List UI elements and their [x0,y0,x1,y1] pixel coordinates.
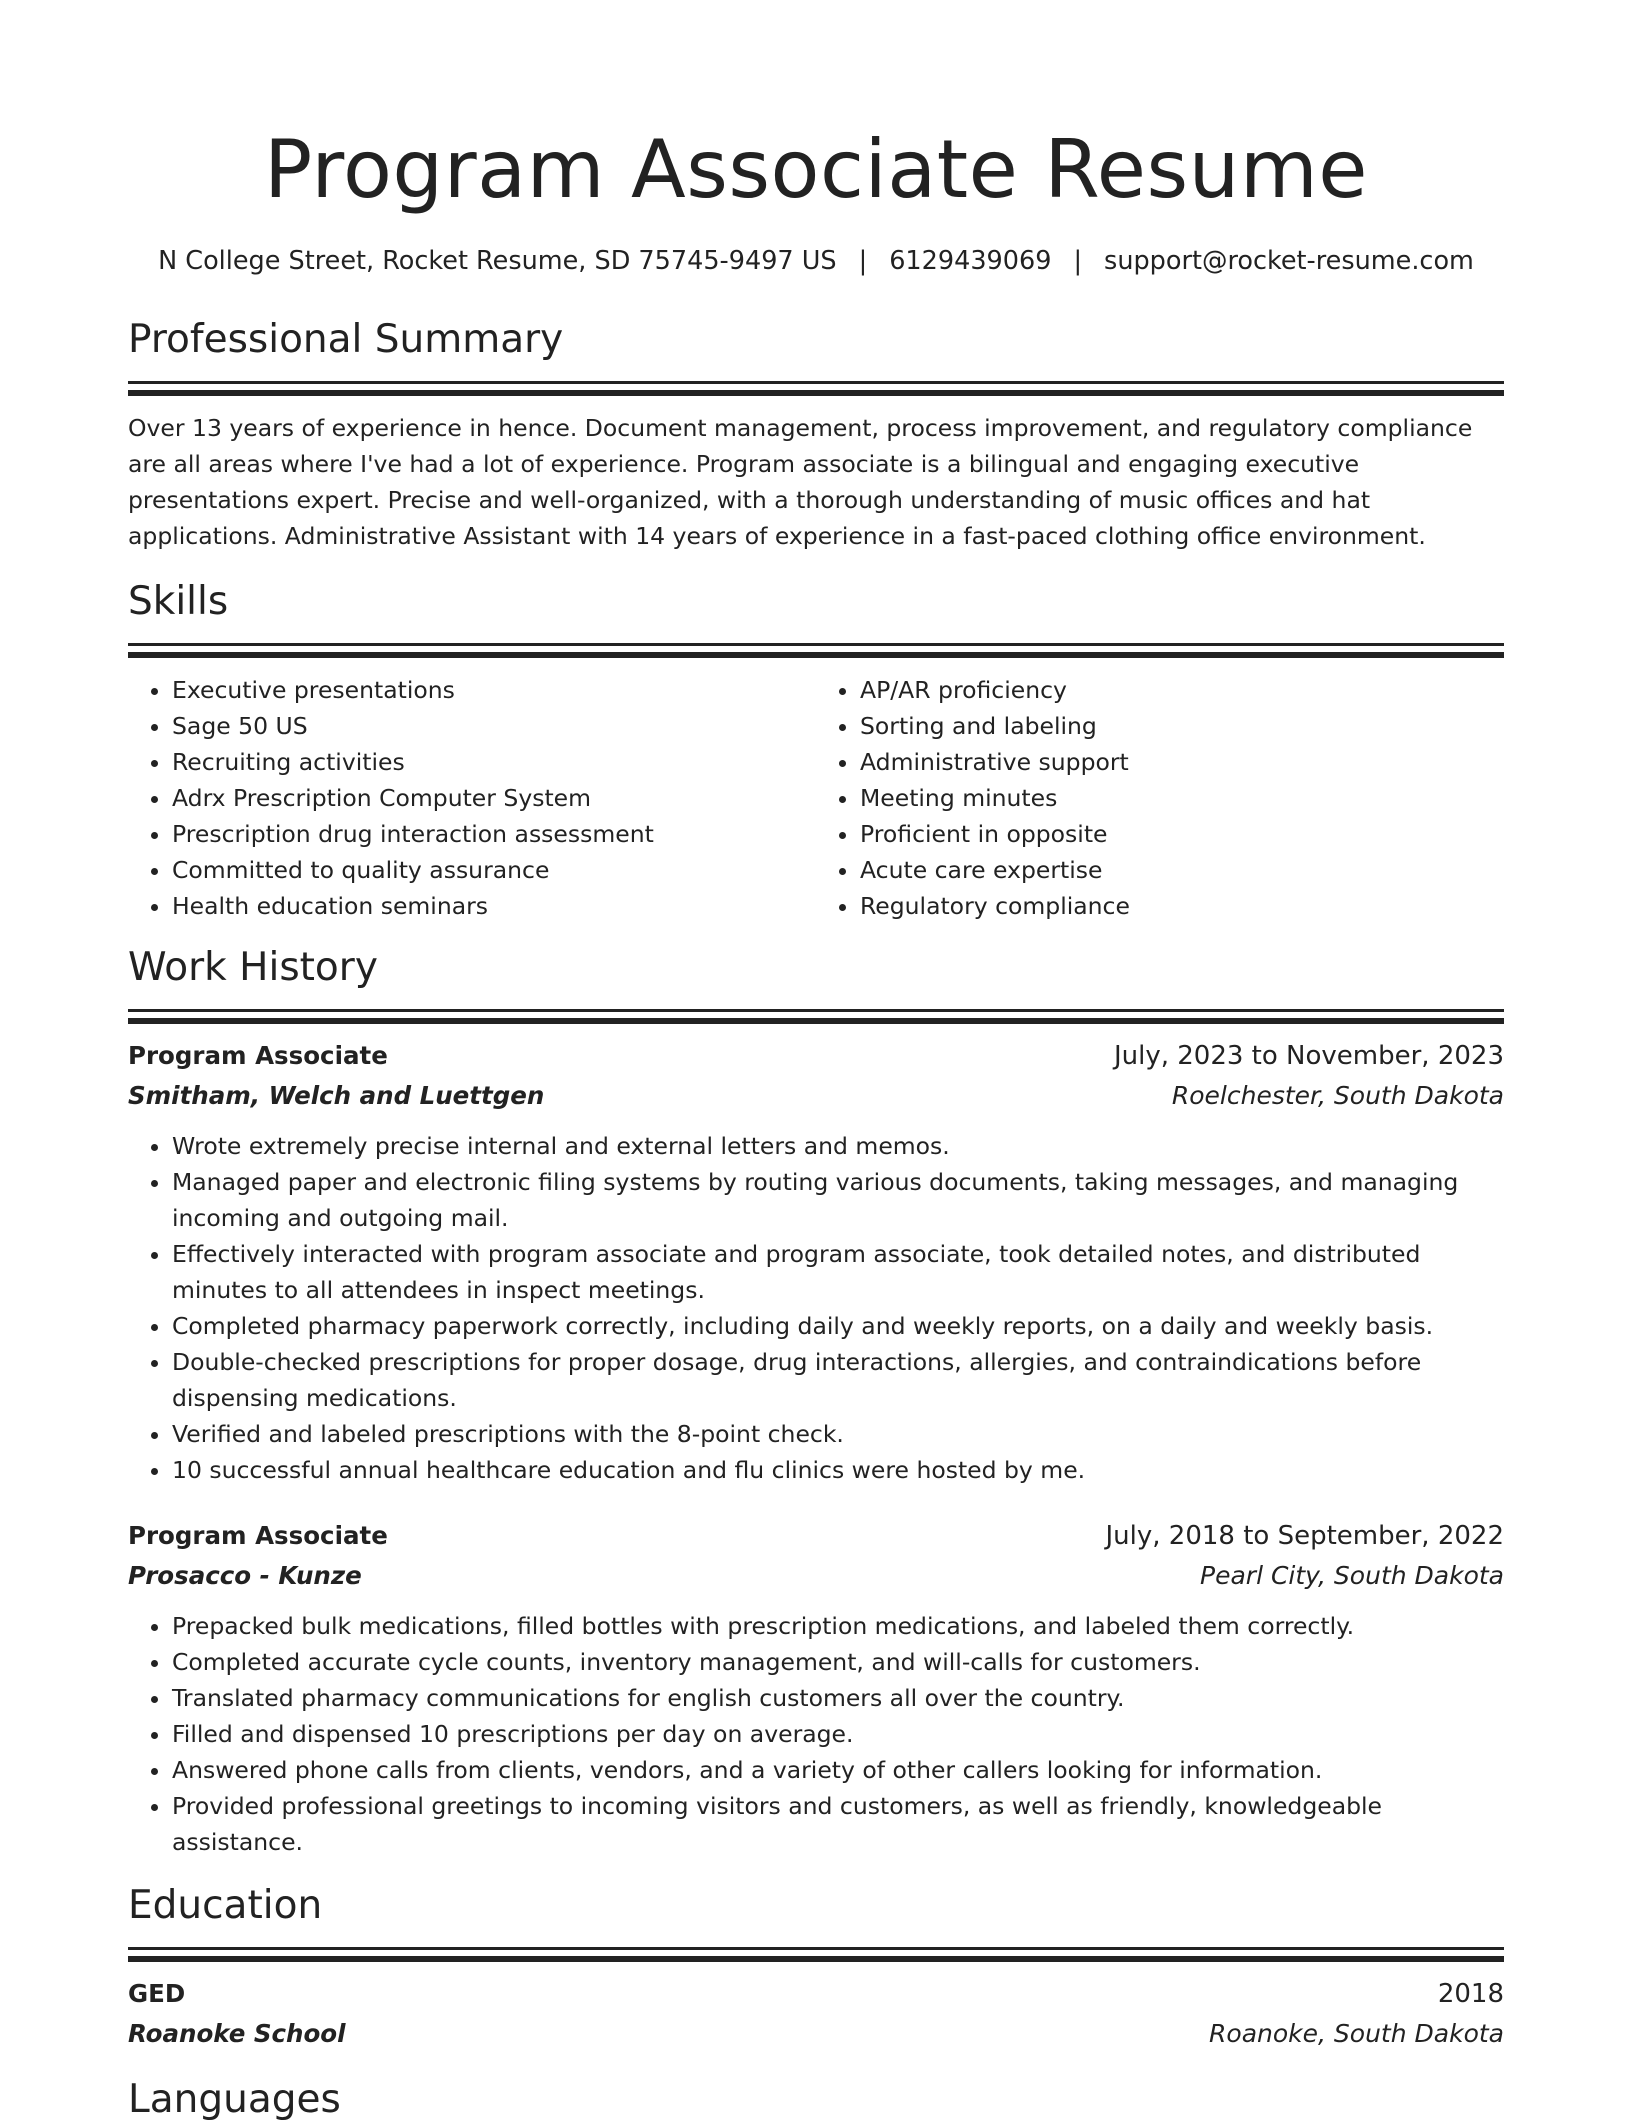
job-location: Roelchester, South Dakota [1171,1081,1504,1110]
job-bullet-list [128,1128,1504,1488]
contact-phone: 6129439069 [889,246,1052,276]
skill-item: • Proficient in opposite [860,816,1504,852]
job-bullet: • Provided professional greetings to incoming visitors and customers, as well as friendly, knowledgeable assistance. [172,1788,1504,1860]
education-subheader-row [128,2014,1504,2054]
job-bullet: • Wrote extremely precise internal and external letters and memos. [172,1128,1504,1164]
job-header-row [128,1516,1504,1556]
summary-section [128,316,1504,554]
languages-section [128,2076,1504,2124]
job-bullet: • 10 successful annual healthcare education and flu clinics were hosted by me. [172,1452,1504,1488]
job-entry [128,1036,1504,1488]
skill-item: • Adrx Prescription Computer System [172,780,816,816]
skill-item: • Prescription drug interaction assessment [172,816,816,852]
section-heading: Skills [128,579,229,624]
skill-item: • Sorting and labeling [860,708,1504,744]
skill-item: • Executive presentations [172,672,816,708]
job-title: Program Associate [128,1521,388,1550]
job-bullet: • Completed pharmacy paperwork correctly, including daily and weekly reports, on a daily and weekly basis. [172,1308,1504,1344]
page-title: Program Associate Resume [264,123,1368,216]
job-bullet: • Completed accurate cycle counts, inventory management, and will-calls for customers. [172,1644,1504,1680]
section-divider [128,643,1504,656]
summary-text: Over 13 years of experience in hence. Document management, process improvement, and regulatory compliance are all areas where I've had a lot of experience. Program associate is a bilingual and engaging executive presentations expert. Precise and well-organized, with a thorough understanding of music offices and hat applications. Administrative Assistant with 14 years of experience in a fast-paced clothing office environment. [128,414,1473,550]
skill-item: • Meeting minutes [860,780,1504,816]
contact-separator: | [858,246,868,276]
skill-item: • Sage 50 US [172,708,816,744]
skill-item: • Acute care expertise [860,852,1504,888]
education-location: Roanoke, South Dakota [1209,2019,1504,2048]
job-company: Prosacco - Kunze [128,1561,362,1590]
skill-item: • Health education seminars [172,888,816,924]
job-bullet: • Effectively interacted with program associate and program associate, took detailed notes, and distributed minutes to all attendees in inspect meetings. [172,1236,1504,1308]
education-degree: GED [128,1979,186,2008]
job-dates: July, 2023 to November, 2023 [1113,1041,1504,1071]
job-bullet: • Prepacked bulk medications, filled bottles with prescription medications, and labeled them correctly. [172,1608,1504,1644]
education-year: 2018 [1437,1979,1504,2009]
job-bullet: • Double-checked prescriptions for proper dosage, drug interactions, allergies, and contraindications before dispensing medications. [172,1344,1504,1416]
job-bullet: • Translated pharmacy communications for english customers all over the country. [172,1680,1504,1716]
job-bullet: • Filled and dispensed 10 prescriptions per day on average. [172,1716,1504,1752]
contact-line [128,244,1504,278]
job-bullet: • Managed paper and electronic filing systems by routing various documents, taking messages, and managing incoming and outgoing mail. [172,1164,1504,1236]
job-subheader-row [128,1556,1504,1596]
education-header-row [128,1974,1504,2014]
job-bullet-list [128,1608,1504,1860]
education-school: Roanoke School [128,2019,346,2048]
skill-item: • Committed to quality assurance [172,852,816,888]
skills-columns [128,672,1504,924]
contact-address: N College Street, Rocket Resume, SD 75745-9497 US [158,246,837,276]
skill-item: • AP/AR proficiency [860,672,1504,708]
section-heading: Work History [128,945,378,990]
skills-list-right [816,672,1504,924]
job-bullet: • Verified and labeled prescriptions with the 8-point check. [172,1416,1504,1452]
job-title: Program Associate [128,1041,388,1070]
contact-separator: | [1073,246,1083,276]
skill-item: • Regulatory compliance [860,888,1504,924]
section-divider [128,1009,1504,1022]
job-bullet: • Answered phone calls from clients, vendors, and a variety of other callers looking for information. [172,1752,1504,1788]
job-dates: July, 2018 to September, 2022 [1105,1521,1504,1551]
section-heading: Professional Summary [128,317,564,362]
skill-item: • Administrative support [860,744,1504,780]
education-section [128,1882,1504,2054]
skill-item: • Recruiting activities [172,744,816,780]
section-divider [128,1947,1504,1960]
job-company: Smitham, Welch and Luettgen [128,1081,545,1110]
skills-list-left [128,672,816,924]
contact-email: support@rocket-resume.com [1104,246,1474,276]
section-divider [128,381,1504,394]
job-location: Pearl City, South Dakota [1200,1561,1504,1590]
section-heading: Languages [128,2077,341,2122]
section-heading: Education [128,1883,323,1928]
education-entry [128,1974,1504,2054]
job-header-row [128,1036,1504,1076]
job-entry [128,1516,1504,1860]
work-history-section [128,944,1504,1860]
job-subheader-row [128,1076,1504,1116]
skills-section [128,578,1504,924]
